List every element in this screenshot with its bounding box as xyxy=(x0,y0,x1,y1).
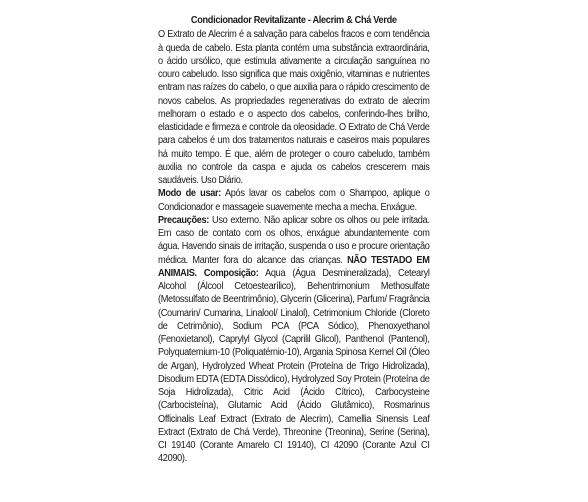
usage-text: Após lavar os cabelos com o Shampoo, aplique o Condicionador e massageie suavemente mecha a mecha. Enxágue. xyxy=(158,188,430,213)
usage-section xyxy=(158,187,430,214)
product-label-text xyxy=(158,14,430,466)
not-tested-label: NÃO TESTADO EM ANIMAIS. xyxy=(158,254,430,279)
precautions-label: Precauções: xyxy=(158,214,210,226)
usage-label: Modo de usar: xyxy=(158,188,222,200)
product-description: O Extrato de Alecrim é a salvação para cabelos fracos e com tendência à queda de cabelo. Esta planta contém uma substância extraordinária, o ácido ursólico, que estimula ativamente a circulação sanguínea no couro cabeludo. Isso significa que mais oxigênio, vitaminas e nutrientes entram nas raízes do cabelo, o que auxilia para o rápido crescimento de novos cabelos. As propriedades regenerativas do extrato de alecrim melhoram o estado e o aspecto dos cabelos, conferindo-lhes brilho, elasticidade e firmeza e controle da oleosidade. O Extrato de Chá Verde para cabelos é um dos tratamentos naturais e caseiros mais populares há muito tempo. É que, além de proteger o couro cabeludo, também auxilia no controle da caspa e ajuda os cabelos crescerem mais saudáveis. Uso Diário. xyxy=(158,29,430,186)
composition-label: Composição: xyxy=(196,267,259,279)
precautions-text: Uso externo. Não aplicar sobre os olhos ou pele irritada. Em caso de contato com os olhos, enxágue abundantemente com água. Havendo sinais de irritação, suspenda o uso e procure orientação médica. Manter fora do alcance das crianças. xyxy=(158,214,430,266)
precautions-section xyxy=(158,214,430,466)
product-title: Condicionador Revitalizante - Alecrim & Chá Verde xyxy=(190,15,397,26)
composition-text: Aqua (Água Desmineralizada), Cetearyl Alcohol (Álcool Cetoestearílico), Behentrimonium Methosulfate (Metossulfato de Beentrimônio), Glycerin (Glicerina), Parfum/ Fragrância (Coumarin/ Cumarina, Linalool/ Linalol), Cetrimonium Chloride (Cloreto de Cetrimônio), Sodium PCA (PCA Sódico), Phenoxyethanol (Fenoxietanol), Caprylyl Glycol (Caprilil Glicol), Panthenol (Pantenol), Polyquaternium-10 (Poliquatérnio-10), Argania Spinosa Kernel Oil (Óleo de Argan), Hydrolyzed Wheat Protein (Proteína de Trigo Hidrolizada), Disodium EDTA (EDTA Dissódico), Hydrolyzed Soy Protein (Proteína de Soja Hidrolizada), Citric Acid (Ácido Cítrico), Carbocysteine (Carbocisteína), Glutamic Acid (Ácido Glutâmico), Rosmarinus Officinalis Leaf Extract (Extrato de Alecrim), Camellia Sinensis Leaf Extract (Extrato de Chá Verde), Threonine (Treonina), Serine (Serina), CI 19140 (Corante Amarelo CI 19140), CI 42090 (Corante Azul CI 42090). xyxy=(158,267,430,465)
